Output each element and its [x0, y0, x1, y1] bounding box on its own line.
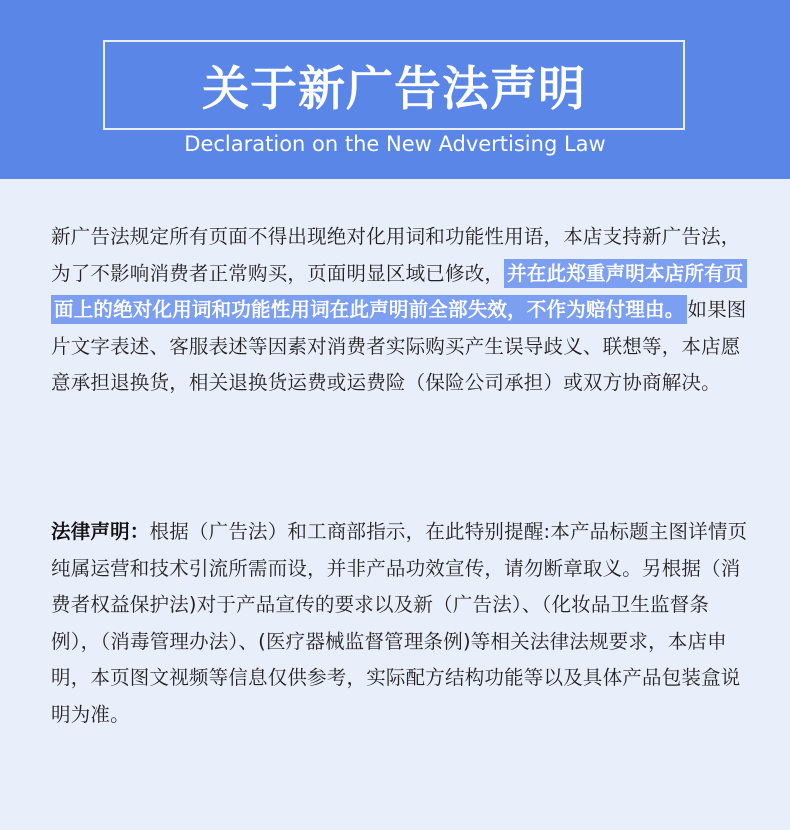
notice-text-before: 新广告法规定所有页面不得出现绝对化用词和功能性用语，本店支持新广告法，为了不影响消费者正常购买，页面明显区域已修改， [51, 225, 741, 285]
title-frame [103, 40, 685, 130]
page-title: 关于新广告法声明 [202, 61, 586, 117]
legal-text: 根据（广告法）和工商部指示，在此特别提醒:本产品标题主图详情页纯属运营和技术引流所需而设，并非产品功效宣传，请勿断章取义。另根据（消费者权益保护法)对于产品宣传的要求以及新（广告法）、（化妆品卫生监督条例），（消毒管理办法）、(医疗器械监督管理条例)等相关法律法规要求，本店申明，本页图文视频等信息仅供参考，实际配方结构功能等以及具体产品包装盒说明为准。 [51, 520, 748, 726]
notice-highlight: 并在此郑重声明本店所有页面上的绝对化用词和功能性用词在此声明前全部失效，不作为赔付理由。 [51, 259, 747, 325]
page-subtitle: Declaration on the New Advertising Law [184, 132, 606, 156]
legal-label: 法律声明： [51, 520, 150, 543]
notice-paragraph [51, 219, 751, 402]
notice-text-after: 如果图片文字表述、客服表述等因素对消费者实际购买产生误导歧义、联想等，本店愿意承担退换货，相关退换货运费或运费险（保险公司承担）或双方协商解决。 [51, 298, 747, 394]
header-banner [0, 0, 790, 179]
content-area [0, 179, 790, 830]
legal-paragraph [51, 514, 751, 733]
